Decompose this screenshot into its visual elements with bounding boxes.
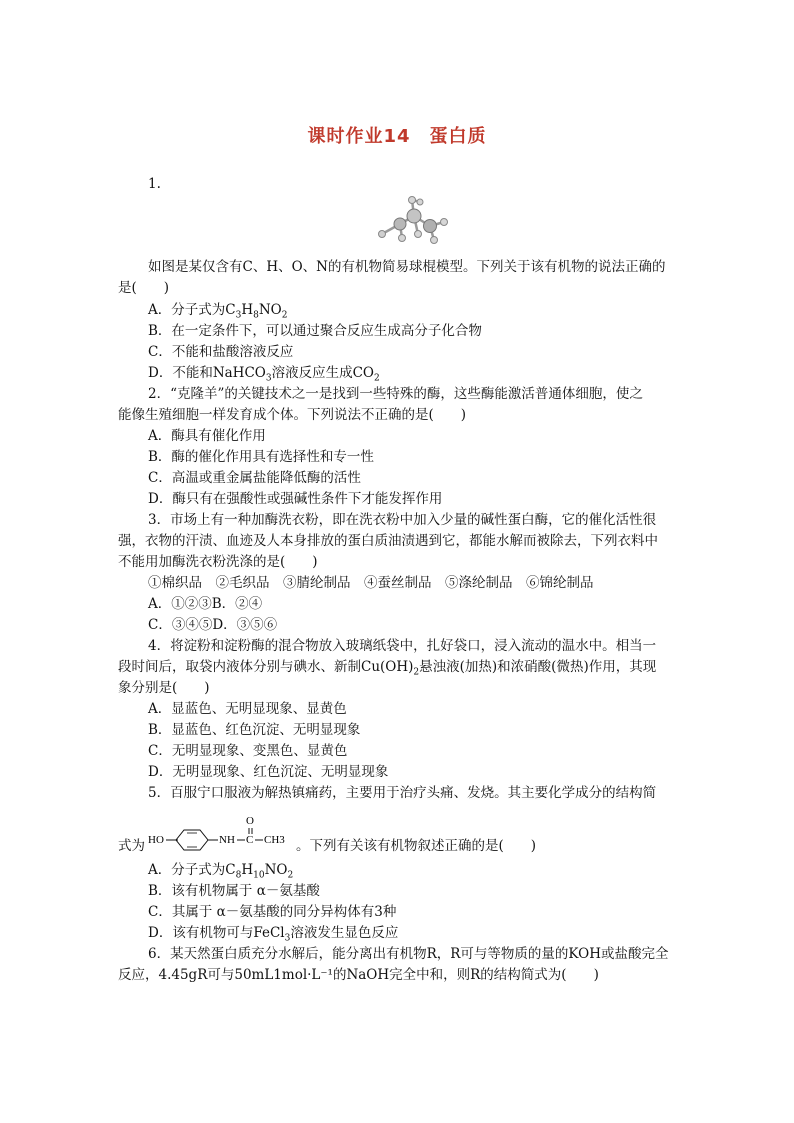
structural-formula: [148, 800, 298, 852]
q3-options-cd: C．③④⑤D．③⑤⑥: [148, 617, 278, 633]
q4-stem-2: 段时间后，取袋内液体分别与碘水、新制$Cu(OH)_2$悬浊液(加热)和浓硝酸(微热)作用，其现: [118, 659, 657, 678]
q5-option-c: C．其属于 α－氨基酸的同分异构体有3种: [148, 904, 397, 920]
q3-items: ①棉织品 ②毛织品 ③腈纶制品 ④蚕丝制品 ⑤涤纶制品 ⑥锦纶制品: [148, 575, 594, 591]
q1-option-d: D．不能和NaHCO$_3$溶液反应生成$CO_2$: [148, 365, 380, 384]
q3-stem-2: 强，衣物的汗渍、血迹及人本身排放的蛋白质油渍遇到它，都能水解而被除去，下列衣料中: [118, 533, 658, 549]
formula-ho: HO: [148, 834, 164, 846]
q5-prefix: 式为: [118, 838, 145, 854]
q3-stem-3: 不能用加酶洗衣粉洗涤的是( ): [118, 554, 318, 570]
q5-suffix: 。下列有关该有机物叙述正确的是( ): [296, 838, 537, 854]
q1-number: 1.: [148, 176, 161, 192]
q4-stem-3: 象分别是( ): [118, 680, 210, 696]
q5-option-d: D．该有机物可与FeCl$_3$溶液发生显色反应: [148, 925, 399, 944]
q1-stem-1: 如图是某仅含有C、H、O、N的有机物简易球棍模型。下列关于该有机物的说法正确的: [148, 259, 666, 275]
formula-nh: NH: [219, 834, 235, 846]
page-title: 课时作业14 蛋白质: [307, 126, 487, 147]
q5-option-b: B．该有机物属于 α－氨基酸: [148, 883, 320, 899]
q3-stem-1: 3．市场上有一种加酶洗衣粉，即在洗衣粉中加入少量的碱性蛋白酶，它的催化活性很: [148, 512, 657, 528]
q2-option-d: D．酶只有在强酸性或强碱性条件下才能发挥作用: [148, 491, 443, 507]
q5-option-a: A．分子式为$C_8H_{10}NO_2$: [148, 862, 294, 881]
q6-stem-2: 反应，4.45gR可与50mL1mol·L⁻¹的NaOH完全中和，则R的结构简式为( ): [118, 967, 599, 983]
q4-option-b: B．显蓝色、红色沉淀、无明显现象: [148, 722, 361, 738]
q1-option-b: B．在一定条件下，可以通过聚合反应生成高分子化合物: [148, 323, 482, 339]
q5-stem-1: 5．百服宁口服液为解热镇痛药，主要用于治疗头痛、发烧。其主要化学成分的结构简: [148, 785, 657, 801]
ball-stick-model-image: [372, 194, 452, 248]
q3-options-ab: A．①②③B．②④: [148, 596, 263, 612]
formula-ch3: CH3: [264, 834, 285, 846]
q2-stem-1: 2．“克隆羊”的关键技术之一是找到一些特殊的酶，这些酶能激活普通体细胞，使之: [148, 386, 643, 402]
q4-option-d: D．无明显现象、红色沉淀、无明显现象: [148, 764, 389, 780]
q2-option-c: C．高温或重金属盐能降低酶的活性: [148, 470, 361, 486]
q2-option-a: A．酶具有催化作用: [148, 428, 266, 444]
q4-option-a: A．显蓝色、无明显现象、显黄色: [148, 701, 347, 717]
q6-stem-1: 6．某天然蛋白质充分水解后，能分离出有机物R，R可与等物质的量的KOH或盐酸完全: [148, 946, 669, 962]
q2-stem-2: 能像生殖细胞一样发育成个体。下列说法不正确的是( ): [118, 407, 467, 423]
q1-option-a: A．分子式为$C_3H_8NO_2$: [148, 302, 288, 321]
q4-option-c: C．无明显现象、变黑色、显黄色: [148, 743, 348, 759]
q1-option-c: C．不能和盐酸溶液反应: [148, 344, 294, 360]
q1-stem-2: 是( ): [118, 280, 170, 296]
formula-c: C: [246, 834, 254, 846]
q2-option-b: B．酶的催化作用具有选择性和专一性: [148, 449, 374, 465]
formula-o: O: [246, 815, 254, 827]
q4-stem-1: 4．将淀粉和淀粉酶的混合物放入玻璃纸袋中，扎好袋口，浸入流动的温水中。相当一: [148, 638, 657, 654]
